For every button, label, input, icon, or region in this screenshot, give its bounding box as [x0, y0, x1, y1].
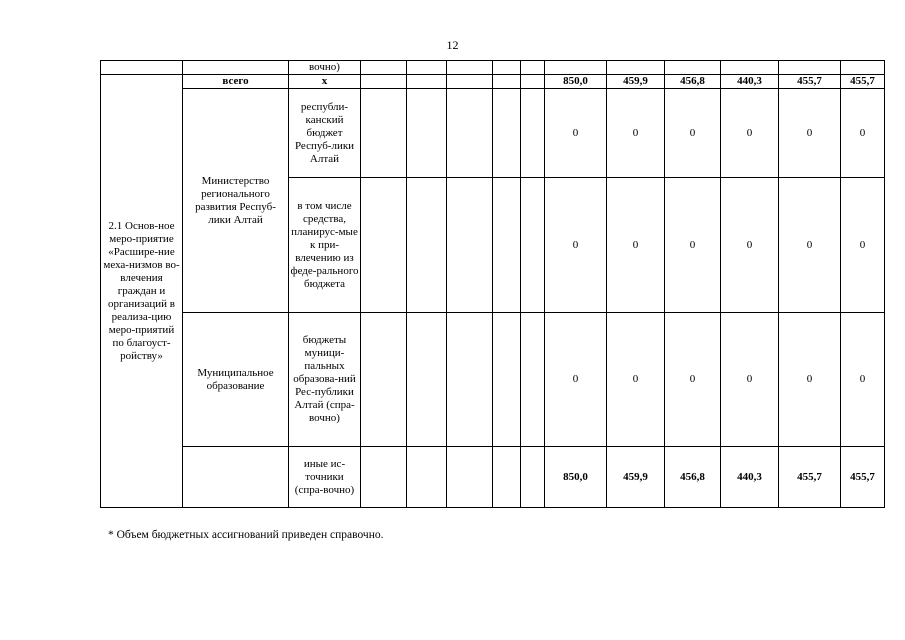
total-row: [101, 75, 885, 89]
value-cell: 456,8: [665, 75, 721, 89]
value-cell: 850,0: [545, 447, 607, 508]
table-row: [101, 447, 885, 508]
value-cell: 456,8: [665, 447, 721, 508]
value-cell: 455,7: [779, 447, 841, 508]
value-cell: 0: [545, 89, 607, 178]
funding-source: бюджеты муници-пальных образова-ний Рес-публики Алтай (спра-вочно): [289, 313, 361, 447]
value-cell: 0: [545, 178, 607, 313]
value-cell: 0: [665, 178, 721, 313]
value-cell: 0: [721, 178, 779, 313]
funding-source: республи-канский бюджет Респуб-лики Алтай: [289, 89, 361, 178]
value-cell: 0: [779, 89, 841, 178]
table-row: [101, 313, 885, 447]
value-cell: 455,7: [841, 75, 885, 89]
value-cell: 0: [721, 89, 779, 178]
value-cell: 850,0: [545, 75, 607, 89]
footnote: * Объем бюджетных ассигнований приведен справочно.: [108, 529, 384, 541]
value-cell: 0: [545, 313, 607, 447]
executor-municipality: Муниципальное образование: [183, 313, 289, 447]
funding-source: в том числе средства, планирус-мые к при-влечению из феде-рального бюджета: [289, 178, 361, 313]
value-cell: 0: [841, 313, 885, 447]
table-row: [101, 89, 885, 178]
value-cell: 440,3: [721, 447, 779, 508]
value-cell: 0: [665, 89, 721, 178]
value-cell: 0: [607, 89, 665, 178]
value-cell: 0: [841, 89, 885, 178]
value-cell: 440,3: [721, 75, 779, 89]
value-cell: 0: [841, 178, 885, 313]
funding-source: иные ис-точники (спра-вочно): [289, 447, 361, 508]
value-cell: 459,9: [607, 447, 665, 508]
value-cell: 0: [779, 178, 841, 313]
value-cell: 455,7: [779, 75, 841, 89]
value-cell: 0: [721, 313, 779, 447]
value-cell: 0: [607, 313, 665, 447]
value-cell: 455,7: [841, 447, 885, 508]
total-label: всего: [183, 75, 289, 89]
value-cell: 0: [779, 313, 841, 447]
total-source: х: [289, 75, 361, 89]
source-continuation: вочно): [289, 61, 361, 75]
budget-table: [100, 60, 885, 508]
value-cell: 459,9: [607, 75, 665, 89]
value-cell: 0: [607, 178, 665, 313]
continuation-row: [101, 61, 885, 75]
activity-name: 2.1 Основ-ное меро-приятие «Расшире-ние меха-низмов во-влечения граждан и организаций в реализа-цию меро-приятий по благоуст-ройству»: [101, 75, 183, 508]
page-number: 12: [446, 38, 459, 52]
executor-ministry: Министерство регионального развития Респуб-лики Алтай: [183, 89, 289, 313]
value-cell: 0: [665, 313, 721, 447]
